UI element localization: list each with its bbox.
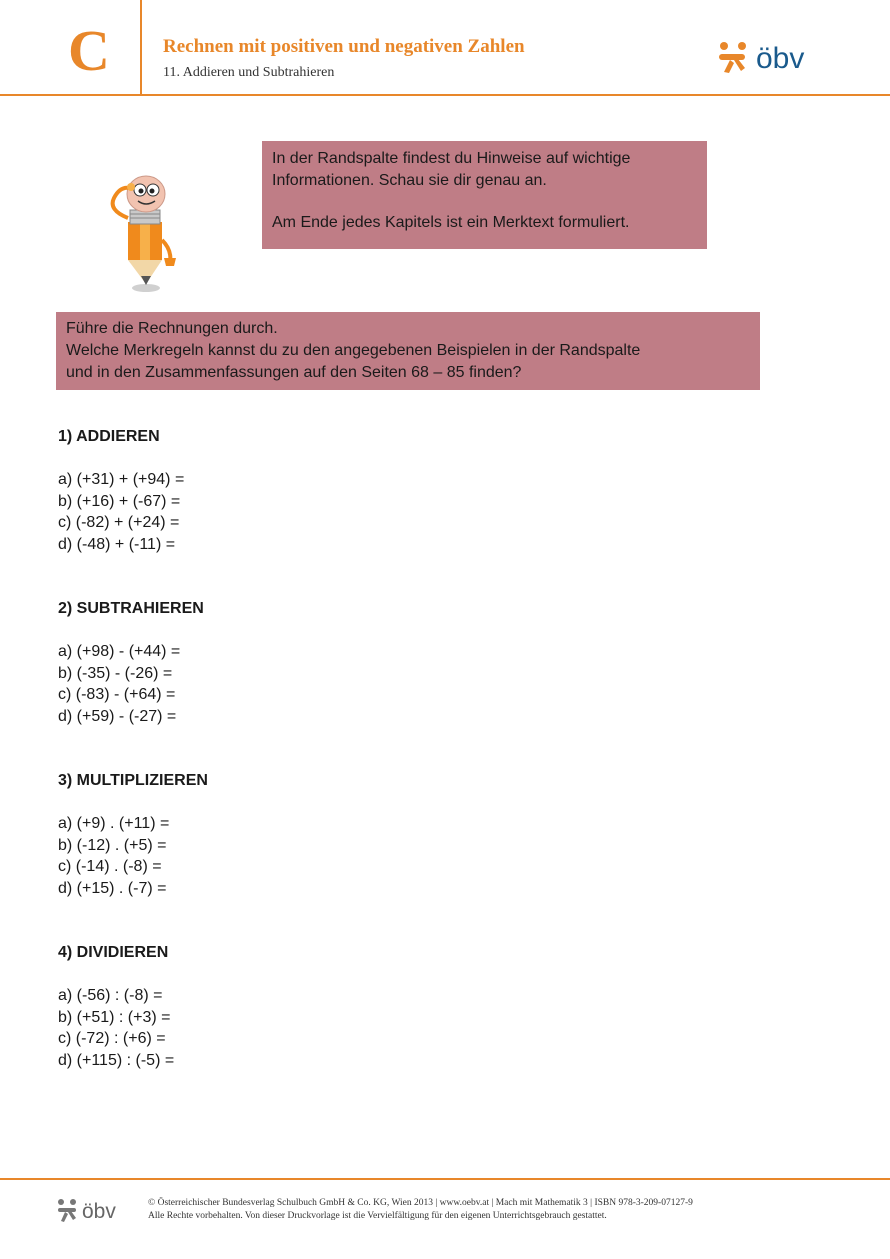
exercise-item: a) (+31) + (+94) = [58, 471, 185, 488]
section-heading: 4) DIVIDIEREN [58, 944, 169, 961]
pencil-mascot-icon [100, 170, 190, 295]
logo-wordmark: öbv [756, 42, 805, 75]
footer-rule [0, 1178, 890, 1180]
oebv-logo [716, 40, 826, 76]
exercise-item: b) (-35) - (-26) = [58, 664, 173, 682]
footer-line: Alle Rechte vorbehalten. Von dieser Druckvorlage ist die Vervielfältigung für den eigenen Unterrichtsgebrauch gestattet. [148, 1211, 607, 1221]
exercise-item: b) (+16) + (-67) = [58, 492, 181, 510]
page-subtitle: 11. Addieren und Subtrahieren [163, 65, 335, 80]
exercise-item: a) (-56) : (-8) = [58, 987, 163, 1004]
section-dividieren [58, 942, 174, 1071]
hint-line: Am Ende jedes Kapitels ist ein Merktext formuliert. [272, 214, 630, 231]
exercise-item: d) (+15) . (-7) = [58, 879, 167, 897]
footer-logo-wordmark: öbv [82, 1200, 116, 1223]
exercise-item: c) (-82) + (+24) = [58, 514, 180, 531]
exercise-item: d) (+115) : (-5) = [58, 1051, 175, 1069]
exercise-item: a) (+98) - (+44) = [58, 643, 181, 660]
oebv-footer-logo [56, 1198, 126, 1224]
section-heading: 2) SUBTRAHIEREN [58, 600, 204, 617]
exercise-item: a) (+9) . (+11) = [58, 815, 170, 832]
task-line: Welche Merkregeln kannst du zu den angegebenen Beispielen in der Randspalte [66, 342, 641, 359]
section-subtrahieren [58, 598, 204, 727]
exercise-item: c) (-72) : (+6) = [58, 1030, 166, 1047]
header-rule [0, 94, 890, 96]
task-box [56, 312, 760, 390]
header-divider [140, 0, 142, 95]
section-addieren [58, 426, 184, 555]
page-title: Rechnen mit positiven und negativen Zahlen [163, 36, 525, 57]
section-heading: 1) ADDIEREN [58, 428, 160, 445]
hint-line: Informationen. Schau sie dir genau an. [272, 172, 547, 189]
hint-box [262, 141, 707, 249]
hint-line: In der Randspalte findest du Hinweise auf wichtige [272, 150, 631, 167]
chapter-letter: C [68, 18, 110, 83]
section-multiplizieren [58, 770, 208, 899]
exercise-item: b) (-12) . (+5) = [58, 836, 167, 854]
task-line: Führe die Rechnungen durch. [66, 320, 278, 337]
section-heading: 3) MULTIPLIZIEREN [58, 772, 208, 789]
footer-line: © Österreichischer Bundesverlag Schulbuch GmbH & Co. KG, Wien 2013 | www.oebv.at | Mach mit Mathematik 3 | ISBN 978-3-209-07127-9 [148, 1198, 693, 1208]
exercise-item: d) (-48) + (-11) = [58, 535, 176, 553]
exercise-item: c) (-14) . (-8) = [58, 858, 162, 875]
task-line: und in den Zusammenfassungen auf den Seiten 68 – 85 finden? [66, 364, 522, 381]
footer-copyright [148, 1197, 693, 1223]
exercise-item: c) (-83) - (+64) = [58, 686, 176, 703]
oebv-star-icon [58, 1199, 76, 1222]
exercise-item: b) (+51) : (+3) = [58, 1008, 171, 1026]
oebv-star-icon [719, 42, 746, 73]
exercise-item: d) (+59) - (-27) = [58, 707, 177, 725]
page-header [0, 0, 890, 95]
